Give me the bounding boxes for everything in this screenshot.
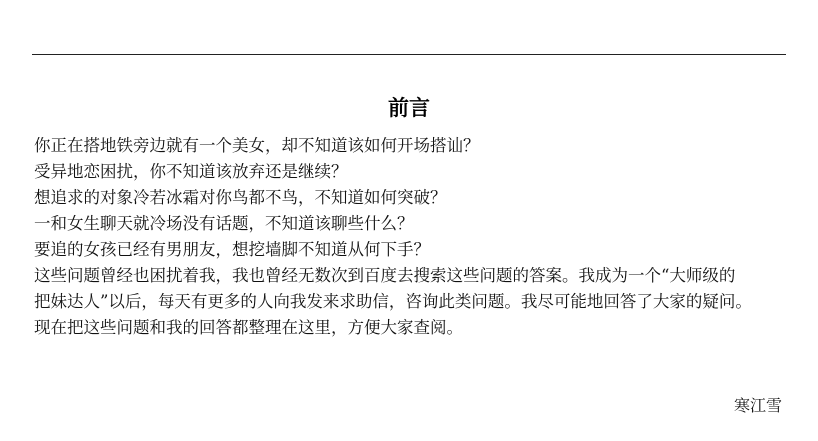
preface-line: 一和女生聊天就冷场没有话题，不知道该聊些什么？: [34, 214, 414, 233]
preface-line: 受异地恋困扰，你不知道该放弃还是继续？: [34, 162, 348, 181]
preface-line: 这些问题曾经也困扰着我，我也曾经无数次到百度去搜索这些问题的答案。我成为一个“大师级的: [34, 266, 736, 285]
preface-body: [34, 133, 794, 341]
author-signature: 寒江雪: [733, 396, 782, 415]
preface-line: 现在把这些问题和我的回答都整理在这里，方便大家查阅。: [34, 318, 463, 337]
preface-line: 你正在搭地铁旁边就有一个美女，却不知道该如何开场搭讪？: [34, 136, 480, 155]
page-title: 前言: [388, 96, 430, 120]
top-divider: [32, 54, 786, 55]
preface-line: 要追的女孩已经有男朋友，想挖墙脚不知道从何下手？: [34, 240, 430, 259]
preface-line: 把妹达人”以后，每天有更多的人向我发来求助信，咨询此类问题。我尽可能地回答了大家的疑问。: [34, 292, 752, 311]
preface-line: 想追求的对象冷若冰霜对你鸟都不鸟，不知道如何突破？: [34, 188, 447, 207]
